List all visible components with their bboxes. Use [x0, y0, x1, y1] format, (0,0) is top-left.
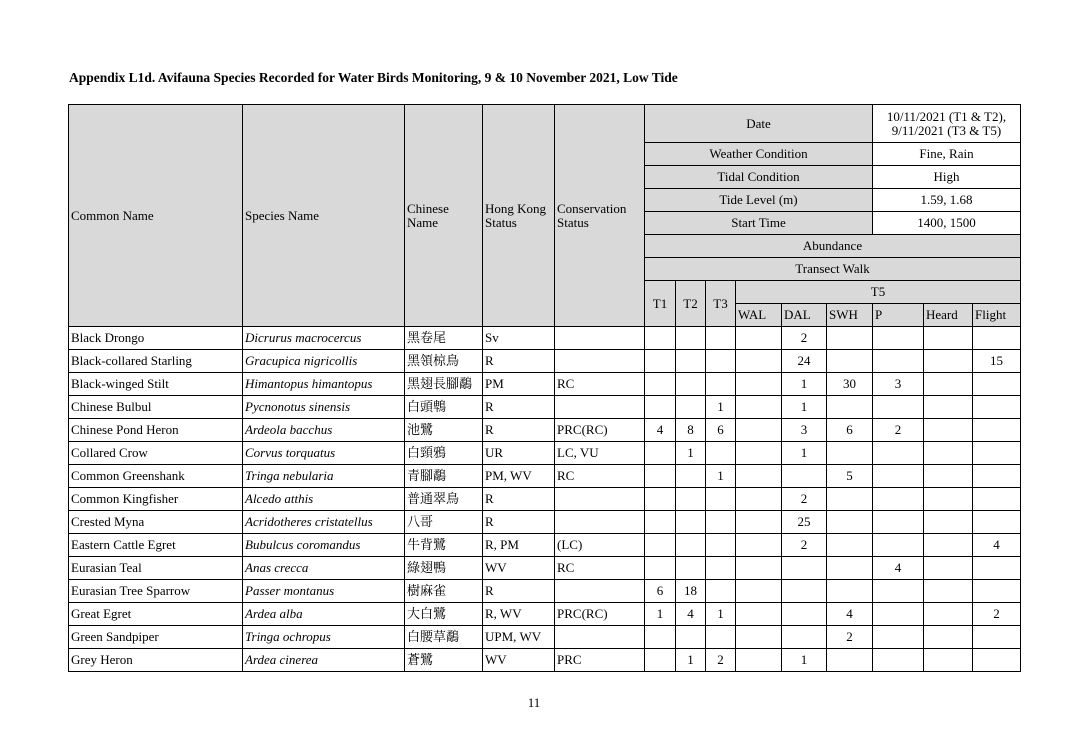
table-row [69, 534, 1021, 557]
cell-dal [782, 603, 827, 626]
cell-dal: 1 [782, 649, 827, 672]
appendix-title: Appendix L1d. Avifauna Species Recorded for Water Birds Monitoring, 9 & 10 November 2021, Low Tide [69, 70, 678, 85]
header-date-value: 10/11/2021 (T1 & T2), 9/11/2021 (T3 & T5) [873, 105, 1021, 143]
cell-chinese-name: 黑卷尾 [405, 327, 483, 350]
cell-p [873, 488, 924, 511]
cell-flight [973, 419, 1021, 442]
cell-common-name: Black Drongo [69, 327, 243, 350]
cell-species-name: Dicrurus macrocercus [243, 327, 405, 350]
cell-p [873, 649, 924, 672]
cell-conservation-status [555, 327, 645, 350]
cell-hk-status: R [483, 580, 555, 603]
table-row [69, 442, 1021, 465]
cell-common-name: Collared Crow [69, 442, 243, 465]
cell-heard [924, 511, 973, 534]
cell-heard [924, 419, 973, 442]
cell-t2 [676, 350, 706, 373]
table-row [69, 580, 1021, 603]
cell-conservation-status [555, 350, 645, 373]
cell-wal [736, 603, 782, 626]
cell-common-name: Green Sandpiper [69, 626, 243, 649]
cell-species-name: Gracupica nigricollis [243, 350, 405, 373]
cell-hk-status: R [483, 396, 555, 419]
cell-hk-status: R [483, 488, 555, 511]
cell-species-name: Acridotheres cristatellus [243, 511, 405, 534]
header-chinese-name: Chinese Name [405, 105, 483, 327]
cell-dal: 1 [782, 373, 827, 396]
cell-hk-status: R, PM [483, 534, 555, 557]
table-row [69, 465, 1021, 488]
cell-conservation-status [555, 580, 645, 603]
table-row [69, 603, 1021, 626]
cell-common-name: Great Egret [69, 603, 243, 626]
cell-swh: 2 [827, 626, 873, 649]
cell-t3 [706, 626, 736, 649]
cell-heard [924, 396, 973, 419]
cell-t3 [706, 373, 736, 396]
cell-wal [736, 580, 782, 603]
cell-dal [782, 626, 827, 649]
cell-species-name: Anas crecca [243, 557, 405, 580]
cell-t2 [676, 373, 706, 396]
cell-p [873, 396, 924, 419]
cell-t1 [645, 465, 676, 488]
cell-t1 [645, 350, 676, 373]
cell-hk-status: UPM, WV [483, 626, 555, 649]
cell-chinese-name: 綠翅鴨 [405, 557, 483, 580]
cell-common-name: Chinese Pond Heron [69, 419, 243, 442]
cell-heard [924, 442, 973, 465]
cell-flight [973, 511, 1021, 534]
cell-chinese-name: 黑翅長腳鷸 [405, 373, 483, 396]
cell-t2: 8 [676, 419, 706, 442]
cell-species-name: Pycnonotus sinensis [243, 396, 405, 419]
cell-t2 [676, 511, 706, 534]
cell-species-name: Ardea cinerea [243, 649, 405, 672]
cell-species-name: Tringa nebularia [243, 465, 405, 488]
cell-dal: 24 [782, 350, 827, 373]
cell-t2 [676, 534, 706, 557]
cell-hk-status: R, WV [483, 603, 555, 626]
cell-conservation-status: LC, VU [555, 442, 645, 465]
cell-dal [782, 580, 827, 603]
cell-swh [827, 396, 873, 419]
cell-common-name: Common Greenshank [69, 465, 243, 488]
cell-t3 [706, 511, 736, 534]
cell-chinese-name: 蒼鷺 [405, 649, 483, 672]
cell-wal [736, 327, 782, 350]
cell-common-name: Chinese Bulbul [69, 396, 243, 419]
cell-flight [973, 626, 1021, 649]
cell-conservation-status [555, 511, 645, 534]
header-t2: T2 [676, 281, 706, 327]
cell-p: 2 [873, 419, 924, 442]
cell-dal [782, 557, 827, 580]
cell-flight [973, 327, 1021, 350]
cell-swh [827, 534, 873, 557]
cell-conservation-status: RC [555, 557, 645, 580]
cell-t1 [645, 534, 676, 557]
cell-common-name: Eurasian Tree Sparrow [69, 580, 243, 603]
cell-t1 [645, 649, 676, 672]
cell-swh [827, 350, 873, 373]
cell-t1 [645, 488, 676, 511]
cell-flight: 4 [973, 534, 1021, 557]
header-weather-label: Weather Condition [645, 143, 873, 166]
cell-hk-status: WV [483, 557, 555, 580]
cell-chinese-name: 白腰草鷸 [405, 626, 483, 649]
cell-hk-status: R [483, 419, 555, 442]
header-sub-wal: WAL [736, 304, 782, 327]
cell-t1 [645, 327, 676, 350]
header-tide-level-value: 1.59, 1.68 [873, 189, 1021, 212]
cell-swh [827, 580, 873, 603]
cell-p [873, 534, 924, 557]
cell-swh: 4 [827, 603, 873, 626]
cell-t2 [676, 626, 706, 649]
cell-flight: 15 [973, 350, 1021, 373]
cell-hk-status: R [483, 511, 555, 534]
header-t3: T3 [706, 281, 736, 327]
header-date-label: Date [645, 105, 873, 143]
cell-wal [736, 511, 782, 534]
header-sub-swh: SWH [827, 304, 873, 327]
cell-heard [924, 649, 973, 672]
cell-t1 [645, 557, 676, 580]
cell-p [873, 511, 924, 534]
cell-t2 [676, 396, 706, 419]
cell-heard [924, 327, 973, 350]
header-sub-flight: Flight [973, 304, 1021, 327]
cell-wal [736, 419, 782, 442]
cell-species-name: Bubulcus coromandus [243, 534, 405, 557]
cell-t1: 4 [645, 419, 676, 442]
table-row [69, 373, 1021, 396]
cell-swh [827, 327, 873, 350]
cell-t2: 4 [676, 603, 706, 626]
cell-hk-status: UR [483, 442, 555, 465]
cell-wal [736, 557, 782, 580]
cell-t3: 2 [706, 649, 736, 672]
cell-p: 4 [873, 557, 924, 580]
cell-common-name: Black-winged Stilt [69, 373, 243, 396]
cell-heard [924, 626, 973, 649]
cell-t3: 1 [706, 396, 736, 419]
cell-flight [973, 580, 1021, 603]
header-tidal-label: Tidal Condition [645, 166, 873, 189]
cell-t3 [706, 327, 736, 350]
cell-species-name: Ardeola bacchus [243, 419, 405, 442]
cell-conservation-status [555, 488, 645, 511]
cell-swh [827, 442, 873, 465]
table-row [69, 396, 1021, 419]
header-t1: T1 [645, 281, 676, 327]
table-row [69, 488, 1021, 511]
cell-swh [827, 649, 873, 672]
cell-wal [736, 396, 782, 419]
page-number: 11 [527, 695, 541, 710]
cell-heard [924, 580, 973, 603]
cell-dal: 2 [782, 534, 827, 557]
cell-heard [924, 465, 973, 488]
cell-conservation-status: (LC) [555, 534, 645, 557]
cell-t3 [706, 350, 736, 373]
table-row [69, 327, 1021, 350]
cell-t1 [645, 373, 676, 396]
cell-conservation-status: RC [555, 373, 645, 396]
header-common-name: Common Name [69, 105, 243, 327]
table-row [69, 649, 1021, 672]
header-sub-dal: DAL [782, 304, 827, 327]
cell-common-name: Common Kingfisher [69, 488, 243, 511]
cell-wal [736, 442, 782, 465]
header-sub-heard: Heard [924, 304, 973, 327]
cell-chinese-name: 白頸鴉 [405, 442, 483, 465]
cell-chinese-name: 青腳鷸 [405, 465, 483, 488]
cell-dal [782, 465, 827, 488]
cell-wal [736, 373, 782, 396]
cell-common-name: Eastern Cattle Egret [69, 534, 243, 557]
cell-t3 [706, 442, 736, 465]
cell-heard [924, 488, 973, 511]
table-row [69, 350, 1021, 373]
cell-swh [827, 488, 873, 511]
cell-conservation-status: PRC(RC) [555, 603, 645, 626]
cell-t1 [645, 442, 676, 465]
cell-hk-status: PM [483, 373, 555, 396]
cell-chinese-name: 牛背鷺 [405, 534, 483, 557]
cell-heard [924, 350, 973, 373]
cell-t3 [706, 534, 736, 557]
table-row [69, 557, 1021, 580]
header-weather-value: Fine, Rain [873, 143, 1021, 166]
cell-flight [973, 649, 1021, 672]
header-conservation-status: Conservation Status [555, 105, 645, 327]
cell-chinese-name: 白頭鵯 [405, 396, 483, 419]
cell-swh: 30 [827, 373, 873, 396]
cell-p [873, 626, 924, 649]
cell-species-name: Passer montanus [243, 580, 405, 603]
cell-heard [924, 603, 973, 626]
cell-p [873, 442, 924, 465]
cell-p [873, 465, 924, 488]
cell-flight [973, 373, 1021, 396]
cell-dal: 1 [782, 442, 827, 465]
cell-wal [736, 649, 782, 672]
cell-common-name: Grey Heron [69, 649, 243, 672]
header-hk-status: Hong Kong Status [483, 105, 555, 327]
cell-t3 [706, 580, 736, 603]
cell-wal [736, 488, 782, 511]
cell-flight [973, 396, 1021, 419]
cell-p [873, 327, 924, 350]
header-transect-walk: Transect Walk [645, 258, 1021, 281]
header-abundance: Abundance [645, 235, 1021, 258]
cell-dal: 3 [782, 419, 827, 442]
cell-common-name: Crested Myna [69, 511, 243, 534]
cell-chinese-name: 八哥 [405, 511, 483, 534]
header-row-date [69, 105, 1021, 143]
cell-t2 [676, 327, 706, 350]
header-t5: T5 [736, 281, 1021, 304]
cell-common-name: Eurasian Teal [69, 557, 243, 580]
cell-t2 [676, 465, 706, 488]
cell-flight [973, 442, 1021, 465]
header-sub-p: P [873, 304, 924, 327]
cell-dal: 2 [782, 488, 827, 511]
cell-species-name: Ardea alba [243, 603, 405, 626]
cell-t2 [676, 557, 706, 580]
cell-chinese-name: 黑領椋鳥 [405, 350, 483, 373]
cell-heard [924, 534, 973, 557]
cell-hk-status: R [483, 350, 555, 373]
cell-p [873, 350, 924, 373]
cell-hk-status: Sv [483, 327, 555, 350]
cell-conservation-status [555, 626, 645, 649]
header-tidal-value: High [873, 166, 1021, 189]
cell-chinese-name: 普通翠鳥 [405, 488, 483, 511]
cell-swh: 6 [827, 419, 873, 442]
cell-p: 3 [873, 373, 924, 396]
cell-wal [736, 534, 782, 557]
header-start-time-label: Start Time [645, 212, 873, 235]
cell-t1: 1 [645, 603, 676, 626]
cell-species-name: Tringa ochropus [243, 626, 405, 649]
cell-p [873, 580, 924, 603]
cell-conservation-status: PRC [555, 649, 645, 672]
cell-species-name: Himantopus himantopus [243, 373, 405, 396]
cell-t2 [676, 488, 706, 511]
cell-conservation-status: RC [555, 465, 645, 488]
cell-flight [973, 488, 1021, 511]
cell-species-name: Corvus torquatus [243, 442, 405, 465]
cell-t3: 1 [706, 603, 736, 626]
cell-species-name: Alcedo atthis [243, 488, 405, 511]
cell-t1 [645, 511, 676, 534]
cell-t1 [645, 626, 676, 649]
cell-dal: 2 [782, 327, 827, 350]
cell-chinese-name: 大白鷺 [405, 603, 483, 626]
cell-conservation-status [555, 396, 645, 419]
cell-t2: 18 [676, 580, 706, 603]
table-row [69, 511, 1021, 534]
table-row [69, 419, 1021, 442]
cell-t3 [706, 488, 736, 511]
cell-common-name: Black-collared Starling [69, 350, 243, 373]
cell-chinese-name: 樹麻雀 [405, 580, 483, 603]
cell-hk-status: WV [483, 649, 555, 672]
cell-t3: 1 [706, 465, 736, 488]
cell-flight [973, 557, 1021, 580]
cell-chinese-name: 池鷺 [405, 419, 483, 442]
cell-swh [827, 557, 873, 580]
species-body [69, 327, 1021, 672]
cell-t2: 1 [676, 442, 706, 465]
cell-dal: 25 [782, 511, 827, 534]
cell-p [873, 603, 924, 626]
species-table [68, 104, 1021, 672]
cell-conservation-status: PRC(RC) [555, 419, 645, 442]
cell-heard [924, 373, 973, 396]
cell-flight [973, 465, 1021, 488]
header-start-time-value: 1400, 1500 [873, 212, 1021, 235]
cell-flight: 2 [973, 603, 1021, 626]
cell-hk-status: PM, WV [483, 465, 555, 488]
cell-dal: 1 [782, 396, 827, 419]
cell-t1 [645, 396, 676, 419]
cell-t1: 6 [645, 580, 676, 603]
cell-swh: 5 [827, 465, 873, 488]
cell-heard [924, 557, 973, 580]
cell-t3 [706, 557, 736, 580]
header-tide-level-label: Tide Level (m) [645, 189, 873, 212]
cell-swh [827, 511, 873, 534]
header-species-name: Species Name [243, 105, 405, 327]
cell-wal [736, 465, 782, 488]
cell-wal [736, 626, 782, 649]
cell-t2: 1 [676, 649, 706, 672]
cell-wal [736, 350, 782, 373]
table-row [69, 626, 1021, 649]
cell-t3: 6 [706, 419, 736, 442]
